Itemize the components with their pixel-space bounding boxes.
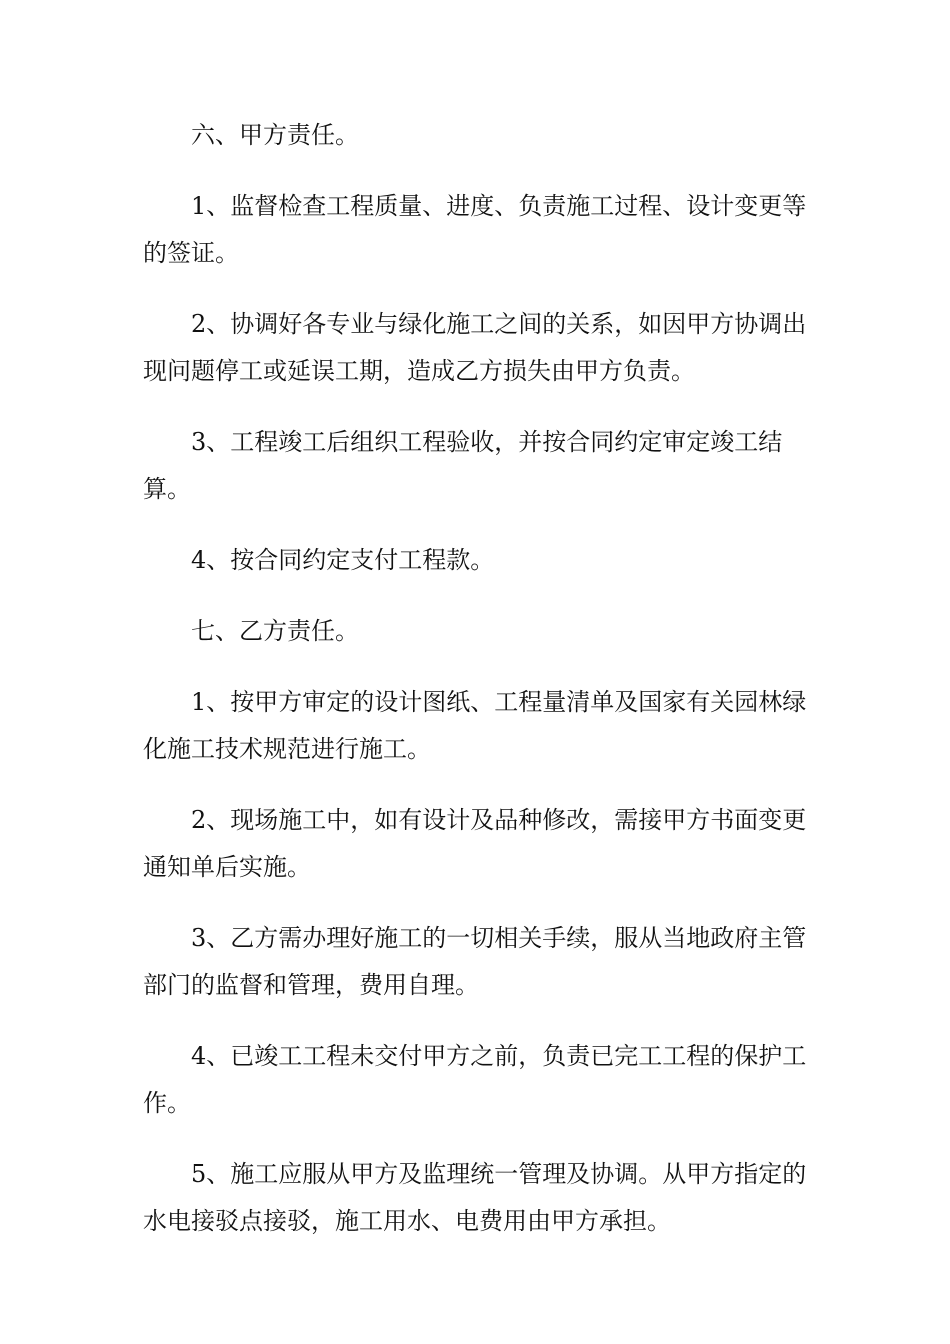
party-b-clause-3: 3、乙方需办理好施工的一切相关手续，服从当地政府主管部门的监督和管理，费用自理。 bbox=[143, 924, 807, 999]
party-b-clause-2: 2、现场施工中，如有设计及品种修改，需接甲方书面变更通知单后实施。 bbox=[143, 806, 807, 881]
party-a-clause-3: 3、工程竣工后组织工程验收，并按合同约定审定竣工结算。 bbox=[143, 428, 783, 503]
party-b-clause-5: 5、施工应服从甲方及监理统一管理及协调。从甲方指定的水电接驳点接驳，施工用水、电费用由甲方承担。 bbox=[143, 1160, 807, 1235]
party-a-clause-2: 2、协调好各专业与绿化施工之间的关系，如因甲方协调出现问题停工或延误工期，造成乙方损失由甲方负责。 bbox=[143, 310, 807, 385]
party-b-clause-4: 4、已竣工工程未交付甲方之前，负责已完工工程的保护工作。 bbox=[143, 1042, 807, 1117]
party-a-clause-4: 4、按合同约定支付工程款。 bbox=[191, 546, 495, 574]
document-body bbox=[143, 112, 809, 1269]
party-b-clause-1: 1、按甲方审定的设计图纸、工程量清单及国家有关园林绿化施工技术规范进行施工。 bbox=[143, 688, 807, 763]
party-a-clause-1: 1、监督检查工程质量、进度、负责施工过程、设计变更等的签证。 bbox=[143, 192, 807, 267]
section-heading-party-a: 六、甲方责任。 bbox=[191, 121, 359, 149]
section-heading-party-b: 七、乙方责任。 bbox=[191, 617, 359, 645]
